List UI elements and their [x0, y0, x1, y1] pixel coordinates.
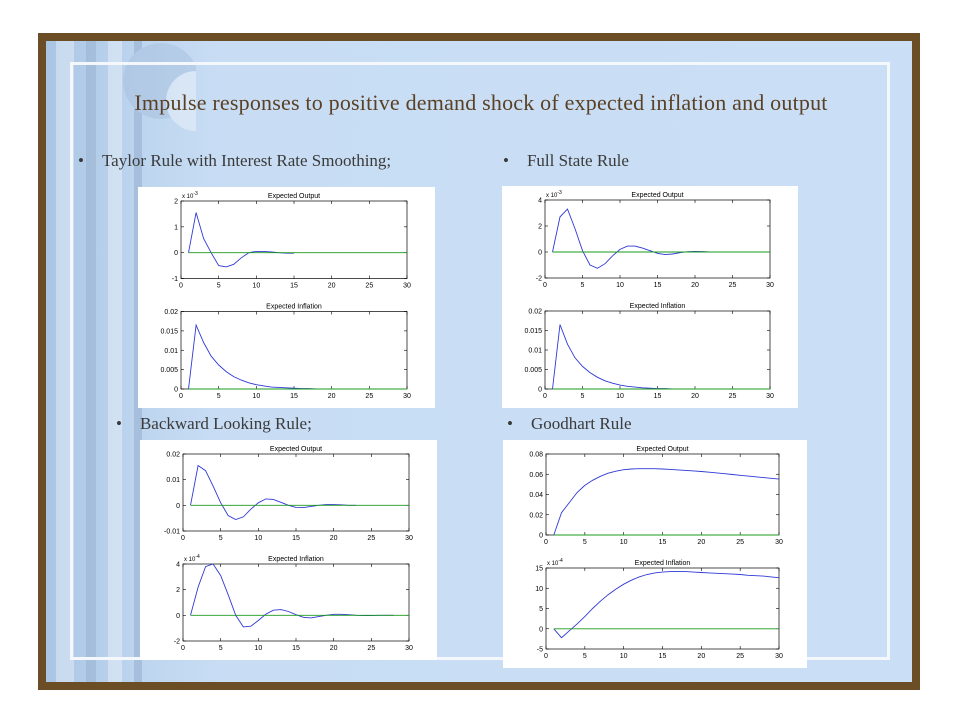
subplot-output-axes-box — [183, 454, 409, 531]
subplot-inflation-axes-box — [546, 568, 779, 649]
subplot-output-ytick-label: 0.06 — [529, 471, 543, 479]
subplot-inflation-ytick-label: 5 — [539, 606, 543, 613]
subplot-inflation-ytick-label: 0.015 — [160, 328, 178, 336]
subplot-output-xtick-label: 30 — [775, 539, 783, 546]
subplot-inflation-ytick-label: 0 — [176, 612, 180, 620]
subplot-output-ytick-label: 0.08 — [529, 451, 543, 459]
subplot-output-exponent: x $10^{-3}$ — [546, 190, 562, 199]
subplot-inflation-xtick-label: 10 — [254, 645, 263, 652]
subplot-output-ytick-label: 1 — [174, 224, 178, 232]
subplot-output-ytick-label: 0 — [538, 249, 542, 257]
subplot-output-ytick-label: 2 — [538, 223, 542, 231]
subplot-inflation-xtick-label: 5 — [216, 393, 221, 400]
subplot-inflation-xtick-label: 5 — [580, 393, 585, 400]
subplot-output-xtick-label: 30 — [405, 535, 413, 542]
subplot-output-xtick-label: 30 — [766, 282, 774, 289]
bullet-backward-looking-rule: • Backward Looking Rule; — [116, 414, 312, 433]
subplot-inflation-axes-box — [183, 564, 409, 641]
subplot-output-axes-box — [181, 201, 407, 279]
subplot-output-ytick-label: -1 — [171, 276, 178, 283]
subplot-inflation-xtick-label: 25 — [367, 645, 376, 652]
subplot-inflation-ytick-label: 0.01 — [164, 347, 178, 355]
subplot-output-ytick-label: 0.02 — [166, 451, 180, 459]
subplot-output-xtick-label: 20 — [697, 539, 706, 546]
subplot-inflation-ytick-label: 0.005 — [524, 367, 542, 374]
subplot-inflation-ytick-label: -2 — [173, 638, 180, 646]
subplot-output-xtick-label: 0 — [544, 539, 548, 546]
subplot-inflation-title: Expected Inflation — [629, 303, 686, 310]
subplot-output-xtick-label: 25 — [728, 282, 737, 289]
subplot-output-ytick-label: 2 — [174, 198, 178, 206]
subplot-inflation-title: Expected Inflation — [268, 556, 324, 563]
subplot-output-xtick-label: 25 — [365, 282, 374, 290]
subplot-inflation-xtick-label: 30 — [766, 393, 774, 400]
subplot-output-ytick-label: 4 — [538, 197, 542, 205]
subplot-output-axes-box — [546, 454, 779, 535]
subplot-inflation-axes-box — [181, 312, 407, 390]
subplot-inflation-ytick-label: 0.02 — [528, 308, 542, 316]
subplot-output-title: Expected Output — [631, 192, 684, 199]
subplot-inflation-ytick-label: 2 — [176, 587, 180, 595]
subplot-output-xtick-label: 15 — [290, 282, 298, 290]
bullet-taylor-rule: • Taylor Rule with Interest Rate Smoothing; — [78, 151, 392, 170]
subplot-inflation-ytick-label: -5 — [536, 646, 543, 654]
figure-full-state-svg — [502, 186, 798, 408]
subplot-output-xtick-label: 15 — [653, 282, 662, 289]
subplot-output-ytick-label: 0 — [176, 502, 180, 510]
bullet-full-state-rule: • Full State Rule — [503, 151, 629, 170]
subplot-inflation-ytick-label: 0 — [174, 386, 178, 394]
subplot-output-xtick-label: 20 — [329, 535, 338, 542]
subplot-inflation-ytick-label: 0.015 — [524, 328, 542, 335]
subplot-output-ytick-label: 0 — [539, 532, 543, 540]
subplot-inflation-xtick-label: 30 — [775, 653, 783, 660]
slide-title: Impulse responses to positive demand shock of expected inflation and output — [134, 90, 828, 115]
subplot-output-xtick-label: 15 — [658, 539, 667, 546]
figure-taylor-svg — [138, 187, 435, 408]
subplot-inflation-exponent-power: -4 — [558, 558, 563, 564]
subplot-inflation-ytick-label: 0 — [538, 386, 542, 394]
bullet-goodhart-label: Goodhart Rule — [530, 414, 632, 433]
subplot-output-xtick-label: 10 — [252, 282, 261, 290]
subplot-output-xtick-label: 5 — [580, 282, 585, 289]
subplot-output-xtick-label: 20 — [327, 282, 336, 290]
subplot-inflation-exponent-power: -4 — [195, 554, 200, 560]
subplot-output-xtick-label: 10 — [616, 282, 624, 289]
subplot-output-ytick-label: 0.02 — [529, 512, 543, 520]
subplot-inflation-xtick-label: 5 — [218, 645, 223, 652]
subplot-inflation-xtick-label: 10 — [252, 393, 261, 400]
subplot-output-ytick-label: 0.04 — [529, 492, 543, 499]
subplot-output-xtick-label: 5 — [582, 539, 587, 546]
subplot-output-title: Expected Output — [636, 446, 689, 453]
subplot-inflation-xtick-label: 0 — [179, 393, 183, 400]
subplot-output-xtick-label: 20 — [691, 282, 699, 289]
subplot-inflation-exponent: x $10^{-4}$ — [547, 558, 563, 567]
subplot-output-xtick-label: 0 — [181, 535, 185, 542]
subplot-inflation-xtick-label: 25 — [365, 393, 374, 400]
subplot-inflation-xtick-label: 15 — [292, 645, 300, 652]
subplot-inflation-xtick-label: 15 — [290, 393, 298, 400]
subplot-inflation-ytick-label: 4 — [176, 561, 180, 569]
figure-backward-looking-rule — [140, 440, 437, 660]
subplot-inflation-ytick-label: 15 — [535, 565, 543, 573]
bullet-goodhart-rule: • Goodhart Rule — [507, 414, 632, 433]
figure-goodhart-svg — [503, 440, 807, 668]
subplot-inflation-ytick-label: 0.02 — [164, 309, 178, 316]
figure-goodhart-rule — [503, 440, 807, 668]
subplot-output-title: Expected Output — [269, 446, 323, 453]
subplot-output-xtick-label: 10 — [619, 539, 628, 546]
subplot-output-ytick-label: 0 — [174, 250, 178, 258]
subplot-inflation-ytick-label: 0.005 — [160, 367, 178, 375]
bullet-backward-label: Backward Looking Rule; — [139, 414, 312, 433]
subplot-inflation-xtick-label: 0 — [181, 645, 185, 652]
subplot-output-xtick-label: 5 — [216, 282, 221, 290]
subplot-inflation-xtick-label: 30 — [403, 393, 411, 400]
subplot-output-xtick-label: 5 — [218, 535, 223, 542]
subplot-inflation-xtick-label: 0 — [543, 393, 547, 400]
subplot-inflation-ytick-label: 10 — [535, 585, 543, 593]
subplot-inflation-xtick-label: 15 — [658, 653, 667, 660]
subplot-inflation-axes-box — [545, 311, 770, 389]
subplot-inflation-xtick-label: 20 — [327, 393, 336, 400]
subplot-output-xtick-label: 10 — [254, 535, 263, 542]
subplot-output-exponent: x $10^{-3}$ — [182, 191, 198, 200]
subplot-output-xtick-label: 30 — [403, 282, 411, 290]
subplot-output-xtick-label: 0 — [179, 282, 183, 290]
subplot-inflation-xtick-label: 30 — [405, 645, 413, 652]
subplot-inflation-xtick-label: 10 — [619, 653, 628, 660]
subplot-inflation-xtick-label: 25 — [728, 393, 737, 400]
figure-full-state-rule — [502, 186, 798, 408]
subplot-output-xtick-label: 15 — [292, 535, 300, 542]
subplot-output-xtick-label: 25 — [736, 539, 745, 546]
subplot-inflation-xtick-label: 0 — [544, 653, 548, 660]
subplot-inflation-title: Expected Inflation — [634, 560, 691, 567]
subplot-output-xtick-label: 0 — [543, 282, 547, 289]
subplot-inflation-xtick-label: 20 — [329, 645, 338, 652]
subplot-inflation-title: Expected Inflation — [266, 303, 322, 311]
subplot-inflation-exponent: x $10^{-4}$ — [184, 554, 200, 563]
bullet-taylor-label: Taylor Rule with Interest Rate Smoothing; — [101, 151, 392, 170]
subplot-inflation-ytick-label: 0.01 — [528, 347, 542, 355]
subplot-inflation-xtick-label: 5 — [582, 653, 587, 660]
subplot-output-title: Expected Output — [267, 193, 321, 200]
subplot-output-exponent-power: -3 — [557, 190, 562, 196]
figure-taylor-rule — [138, 187, 435, 408]
subplot-output-xtick-label: 25 — [367, 535, 376, 542]
subplot-inflation-xtick-label: 25 — [736, 653, 745, 660]
subplot-inflation-xtick-label: 15 — [653, 393, 662, 400]
subplot-inflation-xtick-label: 10 — [616, 393, 624, 400]
figure-backward-svg — [140, 440, 437, 660]
bullet-full-state-label: Full State Rule — [526, 151, 629, 170]
subplot-output-ytick-label: -0.01 — [164, 528, 180, 536]
subplot-inflation-xtick-label: 20 — [697, 653, 706, 660]
subplot-inflation-ytick-label: 0 — [539, 626, 543, 634]
subplot-output-ytick-label: 0.01 — [166, 477, 180, 485]
subplot-output-ytick-label: -2 — [535, 275, 542, 283]
subplot-output-exponent-power: -3 — [193, 191, 198, 197]
subplot-inflation-xtick-label: 20 — [691, 393, 699, 400]
